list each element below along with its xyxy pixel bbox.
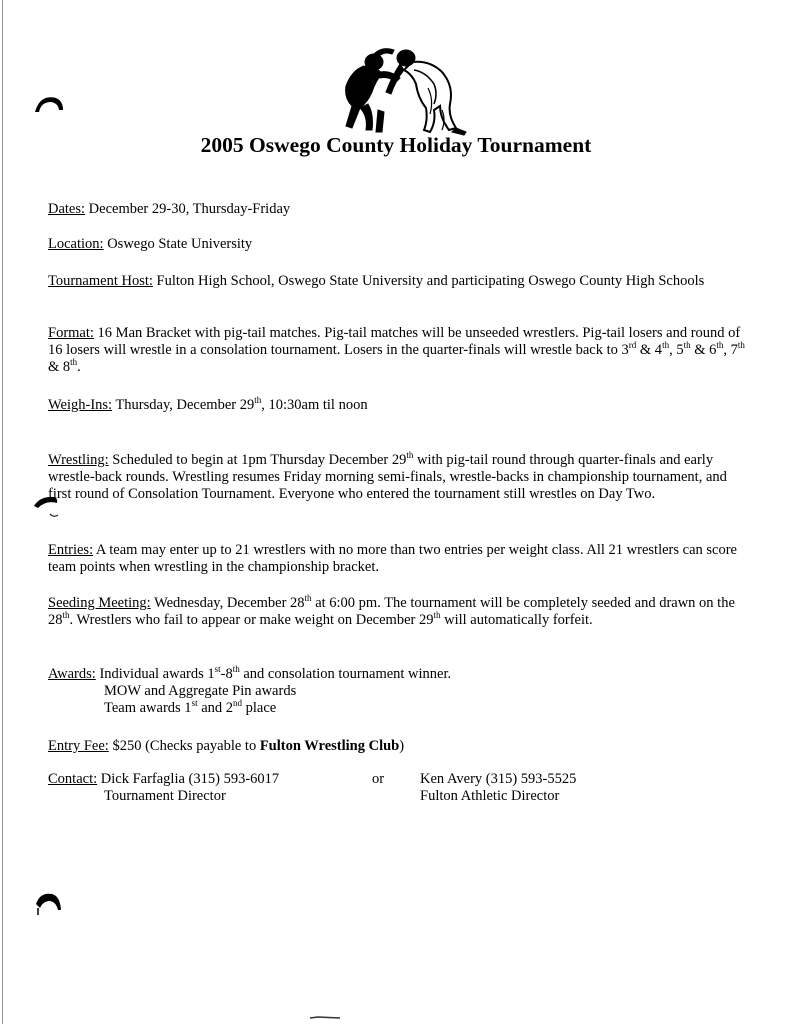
contact-right: [420, 771, 750, 805]
fee-text: $250 (Checks payable to: [108, 738, 260, 754]
fee-paragraph: [48, 738, 748, 755]
contact-left-role: Tournament Director: [104, 788, 226, 804]
awards-line3b: and 2: [197, 700, 234, 716]
awards-label: Awards:: [48, 666, 96, 682]
fee-label: Entry Fee:: [48, 738, 109, 754]
entries-text: A team may enter up to 21 wrestlers with no more than two entries per weight class. All 21 wrestlers can score team points when wrestling in the championship bracket.: [48, 542, 737, 575]
wrestling-label: Wrestling:: [48, 452, 109, 468]
format-t2: , 5: [669, 342, 684, 358]
entries-label: Entries:: [48, 542, 94, 558]
format-t6: .: [77, 359, 81, 375]
entries-paragraph: [48, 542, 748, 576]
weighins-label: Weigh-Ins:: [48, 397, 113, 413]
seeding-text2: at 6:00 pm. The tournament will be completely seeded and drawn on the 28: [48, 595, 735, 628]
format-label: Format:: [48, 325, 94, 341]
wrestling-paragraph: [48, 452, 748, 503]
contact-right-name: Ken Avery (315) 593-5525: [420, 771, 577, 787]
weighins-sup: th: [254, 395, 262, 405]
format-sup-8: th: [70, 357, 78, 367]
format-sup-6: th: [716, 340, 724, 350]
awards-line3-sup-1: st: [191, 698, 198, 708]
awards-sup-1: st: [214, 664, 221, 674]
dates-paragraph: [48, 201, 748, 218]
weighins-text2: , 10:30am til noon: [261, 397, 368, 413]
location-text: Oswego State University: [103, 236, 253, 252]
scan-artifact-mark: [310, 1016, 340, 1019]
seeding-sup-3: th: [433, 610, 441, 620]
host-paragraph: [48, 273, 748, 290]
format-t4: , 7: [723, 342, 738, 358]
location-paragraph: [48, 236, 748, 253]
seeding-label: Seeding Meeting:: [48, 595, 151, 611]
contact-label: Contact:: [48, 771, 98, 787]
location-label: Location:: [48, 236, 104, 252]
format-t1: & 4: [636, 342, 663, 358]
dates-text: December 29-30, Thursday-Friday: [85, 201, 291, 217]
host-label: Tournament Host:: [48, 273, 153, 289]
weighins-text: Thursday, December 29: [112, 397, 255, 413]
host-text: Fulton High School, Oswego State University and participating Oswego County High Schools: [152, 273, 705, 289]
contact-left: [48, 771, 348, 805]
hole-punch-mark-top: [32, 92, 66, 120]
awards-line-1: [48, 666, 748, 683]
wrestling-text: Scheduled to begin at 1pm Thursday December 29: [108, 452, 407, 468]
seeding-sup-1: th: [304, 593, 312, 603]
awards-line3c: place: [242, 700, 277, 716]
format-paragraph: [48, 325, 748, 376]
awards-line3-sup-2: nd: [233, 698, 243, 708]
dates-label: Dates:: [48, 201, 86, 217]
format-t5: & 8: [48, 359, 71, 375]
contact-right-role: Fulton Athletic Director: [420, 788, 560, 804]
page-title: 2005 Oswego County Holiday Tournament: [200, 133, 592, 157]
wrestling-text2: with pig-tail round through quarter-finals and early wrestle-back rounds. Wrestling resumes Friday morning semi-finals, wrestle-backs in championship tournament, and first round of Consolation Tournament. Everyone who entered the tournament still wrestles on Day Two.: [48, 452, 727, 502]
awards-text: Individual awards 1: [95, 666, 215, 682]
wrestling-sup: th: [406, 450, 414, 460]
seeding-paragraph: [48, 595, 748, 629]
awards-line-3: [48, 700, 748, 717]
wrestlers-logo: [316, 40, 476, 136]
awards-sup-2: th: [232, 664, 240, 674]
seeding-text4: will automatically forfeit.: [440, 612, 593, 628]
awards-line-2: MOW and Aggregate Pin awards: [104, 683, 297, 699]
format-sup-3: rd: [628, 340, 637, 350]
weighins-paragraph: [48, 397, 748, 414]
seeding-sup-2: th: [62, 610, 70, 620]
hole-punch-mark-bottom: [34, 890, 64, 918]
contact-or: or: [372, 771, 385, 787]
format-text: 16 Man Bracket with pig-tail matches. Pig-tail matches will be unseeded wrestlers. Pig-tail losers and round of 16 losers will wrestle in a consolation tournament. Losers in the quarter-finals will wrestle back to 3: [48, 325, 741, 358]
fee-payee: Fulton Wrestling Club: [259, 738, 400, 754]
format-t3: & 6: [690, 342, 717, 358]
awards-line3a: Team awards 1: [104, 700, 192, 716]
awards-paragraph: [48, 666, 748, 717]
seeding-text3: . Wrestlers who fail to appear or make weight on December 29: [69, 612, 434, 628]
format-sup-7: th: [737, 340, 745, 350]
seeding-text: Wednesday, December 28: [150, 595, 305, 611]
awards-text2: -8: [220, 666, 233, 682]
format-sup-5: th: [683, 340, 691, 350]
fee-end: ): [399, 738, 405, 754]
contact-left-name: Dick Farfaglia (315) 593-6017: [97, 771, 280, 787]
format-sup-4: th: [662, 340, 670, 350]
awards-text3: and consolation tournament winner.: [239, 666, 452, 682]
